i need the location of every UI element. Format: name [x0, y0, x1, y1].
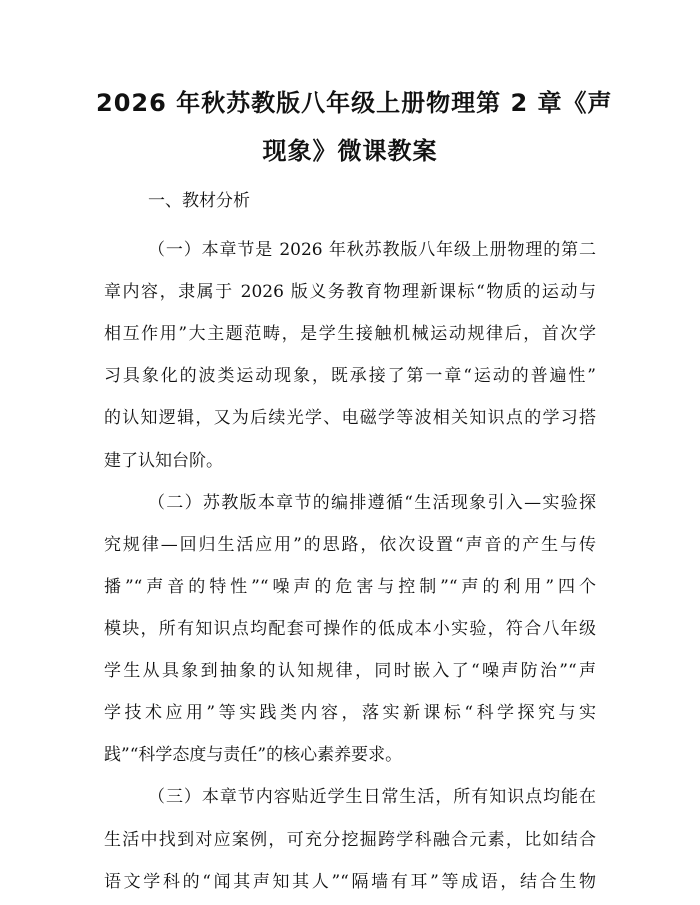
- paragraph-1-line: 章内容，隶属于 2026 版义务教育物理新课标“物质的运动与: [104, 282, 596, 302]
- paragraph-3-line: 生活中找到对应案例，可充分挖掘跨学科融合元素，比如结合: [104, 830, 596, 850]
- section-heading-textbook-analysis: 一、教材分析: [148, 191, 250, 211]
- paragraph-2-line: 学技术应用”等实践类内容，落实新课标“科学探究与实: [104, 703, 596, 723]
- paragraph-1-line: 相互作用”大主题范畴，是学生接触机械运动规律后，首次学: [104, 324, 596, 344]
- paragraph-1-line: 习具象化的波类运动现象，既承接了第一章“运动的普遍性”: [104, 366, 596, 386]
- paragraph-3-line: （三）本章节内容贴近学生日常生活，所有知识点均能在: [148, 787, 596, 807]
- paragraph-2-line: 究规律—回归生活应用”的思路，依次设置“声音的产生与传: [104, 535, 596, 555]
- paragraph-1-line: （一）本章节是 2026 年秋苏教版八年级上册物理的第二: [148, 240, 596, 260]
- document-title-line-1: 2026 年秋苏教版八年级上册物理第 2 章《声: [96, 89, 613, 117]
- paragraph-1-line: 建了认知台阶。: [104, 451, 223, 471]
- document-title-line-2: 现象》微课教案: [262, 137, 438, 165]
- paragraph-2-line: 播”“声音的特性”“噪声的危害与控制”“声的利用”四个: [104, 577, 596, 597]
- paragraph-2-line: 模块，所有知识点均配套可操作的低成本小实验，符合八年级: [104, 619, 596, 639]
- paragraph-1-line: 的认知逻辑，又为后续光学、电磁学等波相关知识点的学习搭: [104, 408, 596, 428]
- paragraph-2-line: （二）苏教版本章节的编排遵循“生活现象引入—实验探: [148, 493, 596, 513]
- paragraph-2-line: 学生从具象到抽象的认知规律，同时嵌入了“噪声防治”“声: [104, 661, 596, 681]
- paragraph-3-line: 语文学科的“闻其声知其人”“隔墙有耳”等成语，结合生物: [104, 872, 596, 892]
- paragraph-2-line: 践”“科学态度与责任”的核心素养要求。: [104, 745, 403, 765]
